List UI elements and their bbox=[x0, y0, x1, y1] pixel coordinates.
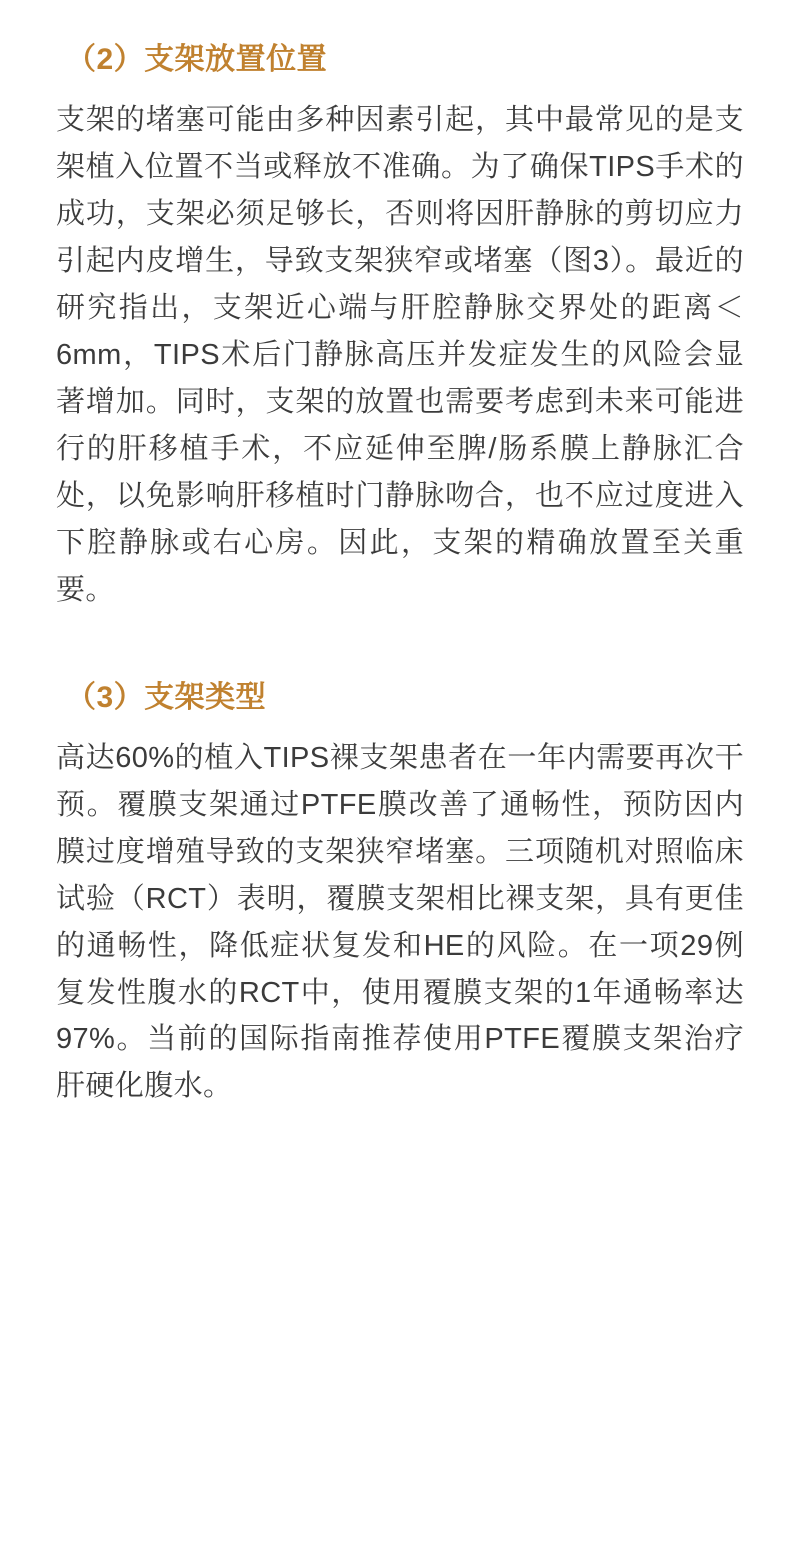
section-heading: （2）支架放置位置 bbox=[66, 43, 328, 76]
section-stent-placement-position bbox=[56, 40, 744, 614]
section-paragraph: 支架的堵塞可能由多种因素引起，其中最常见的是支架植入位置不当或释放不准确。为了确保TIPS手术的成功，支架必须足够长，否则将因肝静脉的剪切应力引起内皮增生，导致支架狭窄或堵塞（图3）。最近的研究指出，支架近心端与肝腔静脉交界处的距离＜ 6mm，TIPS术后门静脉高压并发症发生的风险会显著增加。同时，支架的放置也需要考虑到未来可能进行的肝移植手术，不应延伸至脾/肠系膜上静脉汇合处，以免影响肝移植时门静脉吻合，也不应过度进入下腔静脉或右心房。因此，支架的精确放置至关重要。 bbox=[56, 104, 744, 606]
section-stent-type bbox=[56, 678, 744, 1111]
section-paragraph: 高达60%的植入TIPS裸支架患者在一年内需要再次干预。覆膜支架通过PTFE膜改善了通畅性，预防因内膜过度增殖导致的支架狭窄堵塞。三项随机对照临床试验（RCT）表明，覆膜支架相比裸支架，具有更佳的通畅性，降低症状复发和HE的风险。在一项29例复发性腹水的RCT中，使用覆膜支架的1年通畅率达97%。当前的国际指南推荐使用PTFE覆膜支架治疗肝硬化腹水。 bbox=[56, 741, 744, 1103]
section-heading: （3）支架类型 bbox=[66, 680, 267, 714]
